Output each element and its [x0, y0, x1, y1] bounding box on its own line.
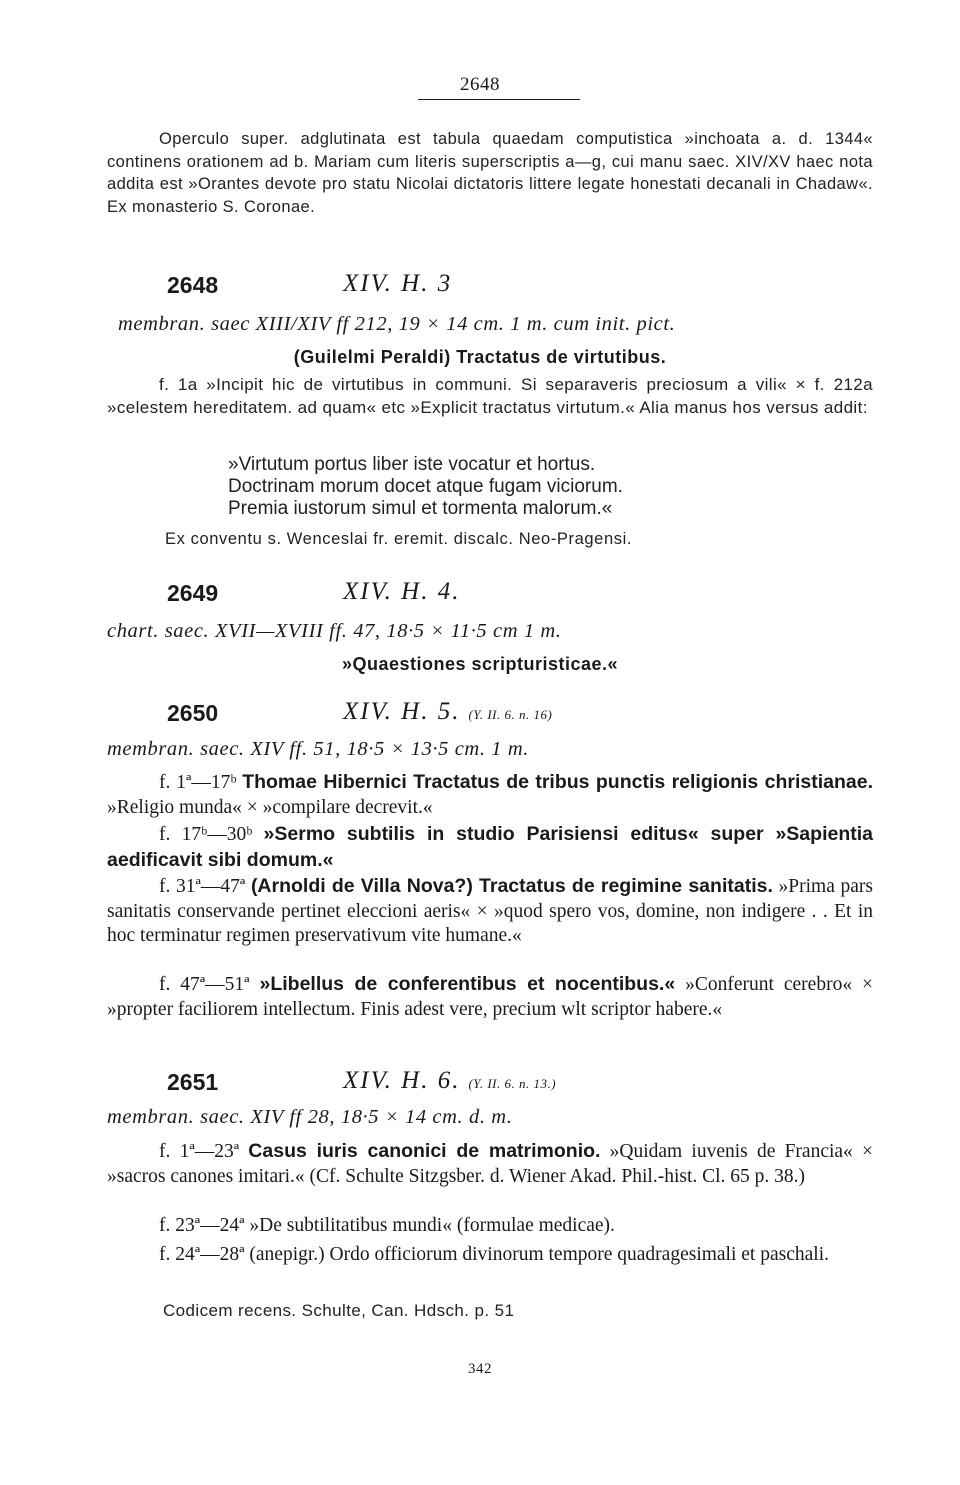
contents-item — [107, 1139, 873, 1189]
item-title: (Arnoldi de Villa Nova?) Tractatus de regimine sanitatis. — [250, 875, 773, 897]
shelfmark: XIV. H. 3 — [343, 270, 453, 297]
verse-line: Premia iustorum simul et tormenta malorum.« — [228, 498, 613, 519]
work-title: (Guilelmi Peraldi) Tractatus de virtutibus. — [293, 347, 667, 367]
header-rule — [418, 99, 580, 100]
item-text: »Religio munda« × »compilare decrevit.« — [107, 796, 433, 818]
shelfmark-note: (Y. II. 6. n. 13.) — [468, 1076, 557, 1091]
work-title: »Quaestiones scripturisticae.« — [341, 654, 619, 674]
folio-range: f. 1ª—23ª — [159, 1141, 240, 1162]
folio-range: f. 23ª—24ª — [159, 1215, 245, 1236]
item-text: »Quidam iuvenis de Francia« × »sacros canones imitari.« (Cf. Schulte Sitzgsber. d. Wiener Akad. Phil.-hist. Cl. 65 p. 38.) — [107, 1141, 873, 1187]
contents-item — [107, 1243, 873, 1268]
continuation-paragraph: Operculo super. adglutinata est tabula quaedam computistica »inchoata a. d. 1344« continens orationem ad b. Mariam cum literis superscriptis a—g, cui manu saec. XIV/XV haec nota addita est »Orantes devote pro statu Nicolai dictatoris littere legate honestati decanali in Chadaw«. Ex monasterio S. Coronae. — [107, 130, 873, 216]
entry-2648-header — [107, 272, 873, 306]
item-title: Casus iuris canonici de matrimonio. — [248, 1140, 601, 1162]
folio-range: f. 47ª—51ª — [159, 974, 250, 995]
contents-description: f. 1a »Incipit hic de virtutibus in communi. Si separaveris preciosum a vili« × f. 212a »celestem hereditatem. ad quam« etc »Explicit tractatus virtutum.« Alia manus hos versus addit: — [107, 375, 873, 417]
entry-2650-header — [107, 700, 873, 734]
folio-range: f. 24ª—28ª — [159, 1244, 245, 1265]
shelfmark-note: (Y. II. 6. n. 16) — [468, 707, 553, 722]
shelfmark-text: XIV. H. 6. — [343, 1067, 461, 1094]
contents-item — [107, 770, 873, 820]
physical-description: membran. saec XIII/XIV ff 212, 19 × 14 cm. 1 m. cum init. pict. — [118, 313, 676, 335]
entry-2651-header — [107, 1069, 873, 1103]
entry-number: 2650 — [167, 700, 219, 726]
item-text: »De subtilitatibus mundi« (formulae medicae). — [249, 1215, 615, 1236]
literature-note: Codicem recens. Schulte, Can. Hdsch. p. 51 — [163, 1301, 515, 1320]
provenance: Ex conventu s. Wenceslai fr. eremit. discalc. Neo-Pragensi. — [165, 530, 633, 548]
shelfmark — [343, 1067, 556, 1095]
folio-range: f. 31ª—47ª — [159, 876, 246, 897]
item-title: »Sermo subtilis in studio Parisiensi editus« super »Sapientia aedificavit sibi domum.« — [107, 823, 873, 871]
shelfmark-text: XIV. H. 5. — [343, 698, 461, 725]
folio-range: f. 1ª—17ᵇ — [159, 772, 237, 793]
physical-description: chart. saec. XVII—XVIII ff. 47, 18·5 × 11·5 cm 1 m. — [107, 620, 562, 642]
item-title: Thomae Hibernici Tractatus de tribus punctis religionis christianae. — [242, 771, 874, 793]
physical-description: membran. saec. XIV ff 28, 18·5 × 14 cm. d. m. — [107, 1106, 513, 1128]
entry-number: 2649 — [167, 580, 219, 606]
item-text: »Conferunt cerebro« × »propter faciliorem intellectum. Finis adest vere, precium wlt scriptor habere.« — [107, 974, 874, 1020]
entry-number: 2651 — [167, 1069, 219, 1095]
contents-item — [107, 972, 873, 1022]
physical-description: membran. saec. XIV ff. 51, 18·5 × 13·5 cm. 1 m. — [107, 738, 529, 760]
contents-item — [107, 1214, 873, 1239]
item-text: (anepigr.) Ordo officiorum divinorum tempore quadragesimali et paschali. — [249, 1244, 829, 1265]
item-text: »Prima pars sanitatis conservande pertinet eleccioni aeris« × »quod spero vos, domine, non indigere . . Et in hoc terminatur regimen preservativum vite humane.« — [107, 876, 873, 946]
shelfmark: XIV. H. 4. — [343, 578, 461, 605]
contents-item — [107, 874, 873, 949]
contents-item — [107, 822, 873, 873]
verse-line: »Virtutum portus liber iste vocatur et hortus. — [228, 454, 596, 475]
shelfmark — [343, 698, 552, 726]
item-title: »Libellus de conferentibus et nocentibus.« — [259, 973, 676, 995]
running-head: 2648 — [460, 74, 500, 95]
folio-range: f. 17ᵇ—30ᵇ — [159, 824, 253, 845]
page-number: 342 — [468, 1361, 492, 1377]
entry-2649-header — [107, 580, 873, 614]
entry-number: 2648 — [167, 272, 219, 298]
verse-line: Doctrinam morum docet atque fugam viciorum. — [228, 476, 623, 497]
